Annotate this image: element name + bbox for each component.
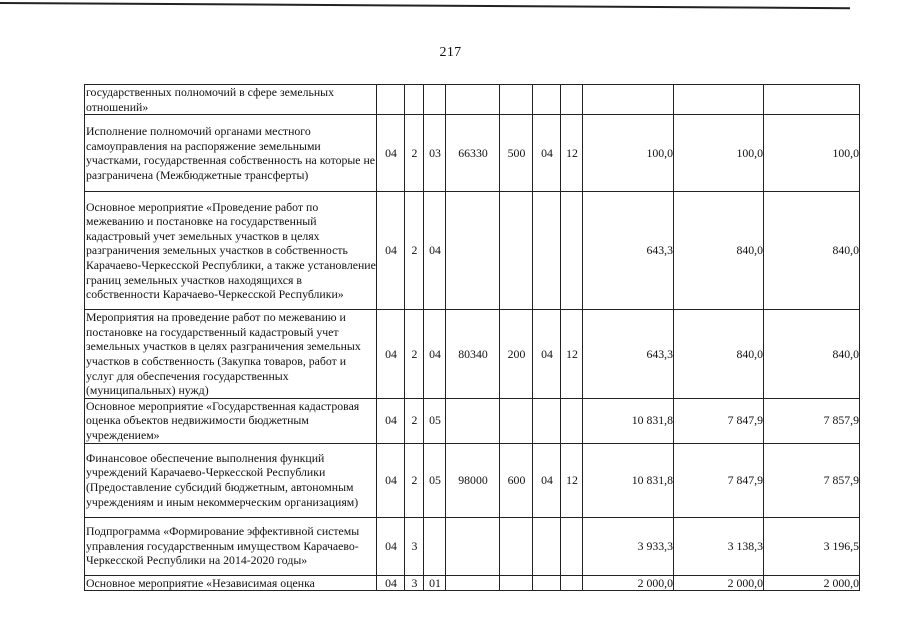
table-cell-amount-2: 840,0: [674, 310, 764, 399]
table-cell-amount-1: 10 831,8: [583, 443, 674, 517]
table-cell-code-4: [446, 575, 500, 591]
table-cell-code-4: [446, 192, 500, 310]
table-cell-code-7: 12: [561, 115, 583, 192]
table-cell-code-3: 01: [424, 575, 446, 591]
table-cell-amount-1: 643,3: [583, 310, 674, 399]
table-cell-code-6: 04: [533, 115, 561, 192]
table-cell-amount-2: 7 847,9: [674, 398, 764, 443]
table-cell-code-7: [561, 517, 583, 575]
table-cell-code-5: [500, 85, 533, 115]
table-cell-code-7: [561, 575, 583, 591]
table-cell-code-6: [533, 517, 561, 575]
table-cell-code-1: 04: [377, 517, 405, 575]
table-cell-code-3: 04: [424, 192, 446, 310]
table-cell-name: Основное мероприятие «Государственная кадастровая оценка объектов недвижимости бюджетным учреждением»: [85, 398, 377, 443]
table-cell-amount-1: [583, 85, 674, 115]
table-cell-code-7: [561, 398, 583, 443]
table-cell-code-1: 04: [377, 575, 405, 591]
table-cell-name: Исполнение полномочий органами местного самоуправления на распоряжение земельными участками, государственная собственность на которые не разграничена (Межбюджетные трансферты): [85, 115, 377, 192]
table-cell-code-4: 66330: [446, 115, 500, 192]
table-cell-code-6: [533, 85, 561, 115]
table-cell-name: Основное мероприятие «Проведение работ по межеванию и постановке на государственный кадастровый учет земельных участков в целях разграничения земельных участков в собственность Карачаево-Черкесской Республики, а также установление границ земельных участков находящихся в собственности Карачаево-Черкесской Республики»: [85, 192, 377, 310]
table-cell-code-4: 80340: [446, 310, 500, 399]
table-cell-amount-1: 10 831,8: [583, 398, 674, 443]
table-cell-amount-2: 7 847,9: [674, 443, 764, 517]
top-rule: [0, 2, 850, 9]
table-cell-code-7: 12: [561, 310, 583, 399]
table-cell-code-2: [405, 85, 424, 115]
table-cell-code-6: [533, 575, 561, 591]
table-cell-code-3: 03: [424, 115, 446, 192]
table-cell-code-5: 500: [500, 115, 533, 192]
table-cell-code-2: 2: [405, 443, 424, 517]
table-cell-code-5: [500, 192, 533, 310]
table-cell-code-1: 04: [377, 443, 405, 517]
table-cell-amount-2: [674, 85, 764, 115]
table-cell-code-3: [424, 85, 446, 115]
table-cell-amount-3: 3 196,5: [764, 517, 860, 575]
table-cell-code-5: 200: [500, 310, 533, 399]
table-cell-code-3: [424, 517, 446, 575]
table-cell-amount-1: 2 000,0: [583, 575, 674, 591]
table-cell-code-5: [500, 575, 533, 591]
table-cell-amount-2: 2 000,0: [674, 575, 764, 591]
table-cell-amount-3: [764, 85, 860, 115]
table-cell-amount-3: 840,0: [764, 310, 860, 399]
table-cell-amount-2: 840,0: [674, 192, 764, 310]
table-cell-code-5: 600: [500, 443, 533, 517]
table-cell-code-1: 04: [377, 310, 405, 399]
table-cell-amount-1: 100,0: [583, 115, 674, 192]
table-cell-code-2: 2: [405, 310, 424, 399]
table-body: [85, 85, 860, 591]
table-cell-code-2: 3: [405, 575, 424, 591]
table-cell-code-4: [446, 85, 500, 115]
table-cell-code-2: 2: [405, 115, 424, 192]
table-cell-code-1: 04: [377, 115, 405, 192]
table-cell-code-6: 04: [533, 310, 561, 399]
table-cell-code-7: [561, 192, 583, 310]
table-cell-name: Финансовое обеспечение выполнения функций учреждений Карачаево-Черкесской Республики (Предоставление субсидий бюджетным, автономным учреждениям и иным некоммерческим организациям): [85, 443, 377, 517]
table-row: [85, 398, 860, 443]
table-row: [85, 85, 860, 115]
table-cell-code-2: 2: [405, 398, 424, 443]
table-cell-code-3: 04: [424, 310, 446, 399]
table-cell-code-4: [446, 517, 500, 575]
table-cell-code-7: 12: [561, 443, 583, 517]
table-cell-code-7: [561, 85, 583, 115]
table-cell-code-2: 2: [405, 192, 424, 310]
table-cell-code-3: 05: [424, 443, 446, 517]
table-cell-name: Мероприятия на проведение работ по межеванию и постановке на государственный кадастровый учет земельных участков в целях разграничения земельных участков в собственность (Закупка товаров, работ и услуг для обеспечения государственных (муниципальных) нужд): [85, 310, 377, 399]
table-cell-code-6: [533, 398, 561, 443]
table-row: [85, 517, 860, 575]
table-row: [85, 310, 860, 399]
table-row: [85, 115, 860, 192]
table-cell-name: Основное мероприятие «Независимая оценка: [85, 575, 377, 591]
table-cell-code-5: [500, 517, 533, 575]
table-cell-code-2: 3: [405, 517, 424, 575]
table-cell-name: государственных полномочий в сфере земельных отношений»: [85, 85, 377, 115]
table-row: [85, 575, 860, 591]
table-cell-code-5: [500, 398, 533, 443]
table-cell-code-1: 04: [377, 398, 405, 443]
page-number: 217: [439, 45, 462, 60]
table-cell-code-3: 05: [424, 398, 446, 443]
table-cell-amount-3: 100,0: [764, 115, 860, 192]
table-cell-amount-1: 3 933,3: [583, 517, 674, 575]
table-row: [85, 192, 860, 310]
table-cell-amount-2: 100,0: [674, 115, 764, 192]
table-row: [85, 443, 860, 517]
table-cell-amount-3: 7 857,9: [764, 443, 860, 517]
table-cell-amount-1: 643,3: [583, 192, 674, 310]
budget-table: [84, 84, 860, 591]
table-cell-code-1: 04: [377, 192, 405, 310]
table-cell-code-4: 98000: [446, 443, 500, 517]
table-cell-code-4: [446, 398, 500, 443]
table-cell-code-6: 04: [533, 443, 561, 517]
table-cell-code-1: [377, 85, 405, 115]
table-cell-name: Подпрограмма «Формирование эффективной системы управления государственным имуществом Карачаево-Черкесской Республики на 2014-2020 годы»: [85, 517, 377, 575]
table-cell-amount-3: 2 000,0: [764, 575, 860, 591]
table-cell-amount-3: 7 857,9: [764, 398, 860, 443]
table-cell-amount-3: 840,0: [764, 192, 860, 310]
table-cell-amount-2: 3 138,3: [674, 517, 764, 575]
table-cell-code-6: [533, 192, 561, 310]
